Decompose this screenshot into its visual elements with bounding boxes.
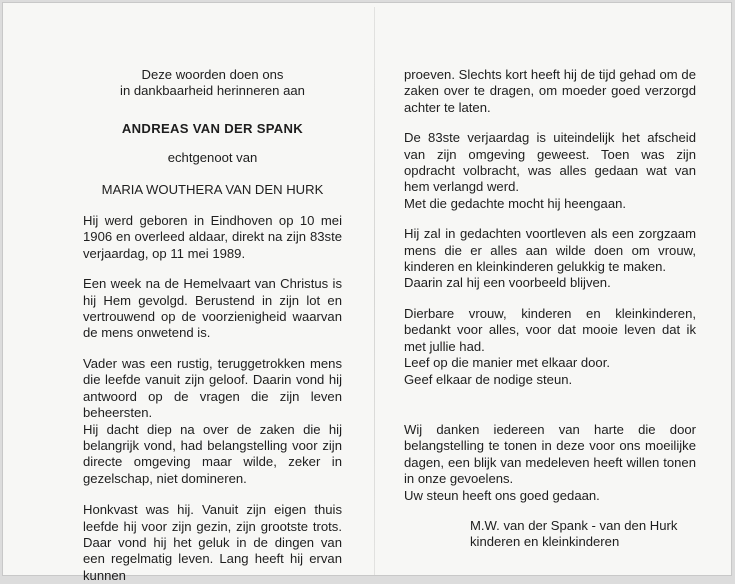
- signature-spouse: M.W. van der Spank - van den Hurk: [470, 517, 678, 533]
- card-fold: [374, 7, 375, 575]
- signature-family: kinderen en kleinkinderen: [470, 534, 620, 550]
- paragraph-memory-end: Daarin zal hij een voorbeeld blijven.: [404, 275, 611, 291]
- right-page: [404, 67, 696, 551]
- paragraph-farewell-line-3: Geef elkaar de nodige steun.: [404, 371, 573, 387]
- paragraph-thanks: Wij danken iedereen van harte die door belangstelling te tonen in deze voor ons moeilijke dagen, een blijk van medeleven heeft willen tonen in onze gevoelens.: [404, 421, 696, 487]
- paragraph-ascension: Een week na de Hemelvaart van Christus is hij Hem gevolgd. Berustend in zijn lot en vertrouwend op de voorzienigheid waarvan de mens onwetend is.: [83, 276, 342, 341]
- paragraph-thinking: Hij dacht diep na over de zaken die hij belangrijk vond, had belangstelling voor zijn directe omgeving maar wilde, zeker in gezelschap, niet domineren.: [83, 421, 342, 486]
- paragraph-father: Vader was een rustig, teruggetrokken mens die leefde vanuit zijn geloof. Daarin vond hij antwoord op de vragen die zijn leven beheersten.: [83, 355, 342, 421]
- paragraph-birthday: De 83ste verjaardag is uiteindelijk het afscheid van zijn omgeving geweest. Toen was zijn opdracht volbracht, was alles gedaan wat van hem verlangd werd.: [404, 130, 696, 195]
- paragraph-thanks-end: Uw steun heeft ons goed gedaan.: [404, 487, 600, 503]
- paragraph-taste: proeven. Slechts kort heeft hij de tijd gehad om de zaken over te dragen, om moeder goed verzorgd achter te laten.: [404, 67, 696, 115]
- paragraph-birth: Hij werd geboren in Eindhoven op 10 mei 1906 en overleed aldaar, direkt na zijn 83ste verjaardag, op 11 mei 1989.: [83, 213, 342, 261]
- paragraph-farewell-line-2: Leef op die manier met elkaar door.: [404, 355, 610, 371]
- paragraph-birthday-end: Met die gedachte mocht hij heengaan.: [404, 195, 627, 211]
- paragraph-memory: Hij zal in gedachten voortleven als een zorgzaam mens die er alles aan wilde doen om vrouw, kinderen en kleinkinderen gelukkig te maken.: [404, 226, 696, 275]
- memorial-card: [2, 2, 732, 583]
- intro-line-2: in dankbaarheid herinneren aan: [120, 83, 305, 99]
- deceased-name: ANDREAS VAN DER SPANK: [121, 120, 304, 136]
- relation-text: echtgenoot van: [167, 150, 258, 166]
- spouse-name: MARIA WOUTHERA VAN DEN HURK: [101, 181, 324, 197]
- left-page: [83, 67, 342, 584]
- intro-line-1: Deze woorden doen ons: [141, 67, 284, 82]
- paragraph-home: Honkvast was hij. Vanuit zijn eigen thuis leefde hij voor zijn gezin, zijn grootste trots. Daar vond hij het geluk in de dingen van een regelmatig leven. Lang heeft hij ervan kunnen: [83, 502, 342, 583]
- paragraph-farewell: Dierbare vrouw, kinderen en kleinkinderen, bedankt voor alles, voor dat mooie leven dat ik met jullie had.: [404, 305, 696, 354]
